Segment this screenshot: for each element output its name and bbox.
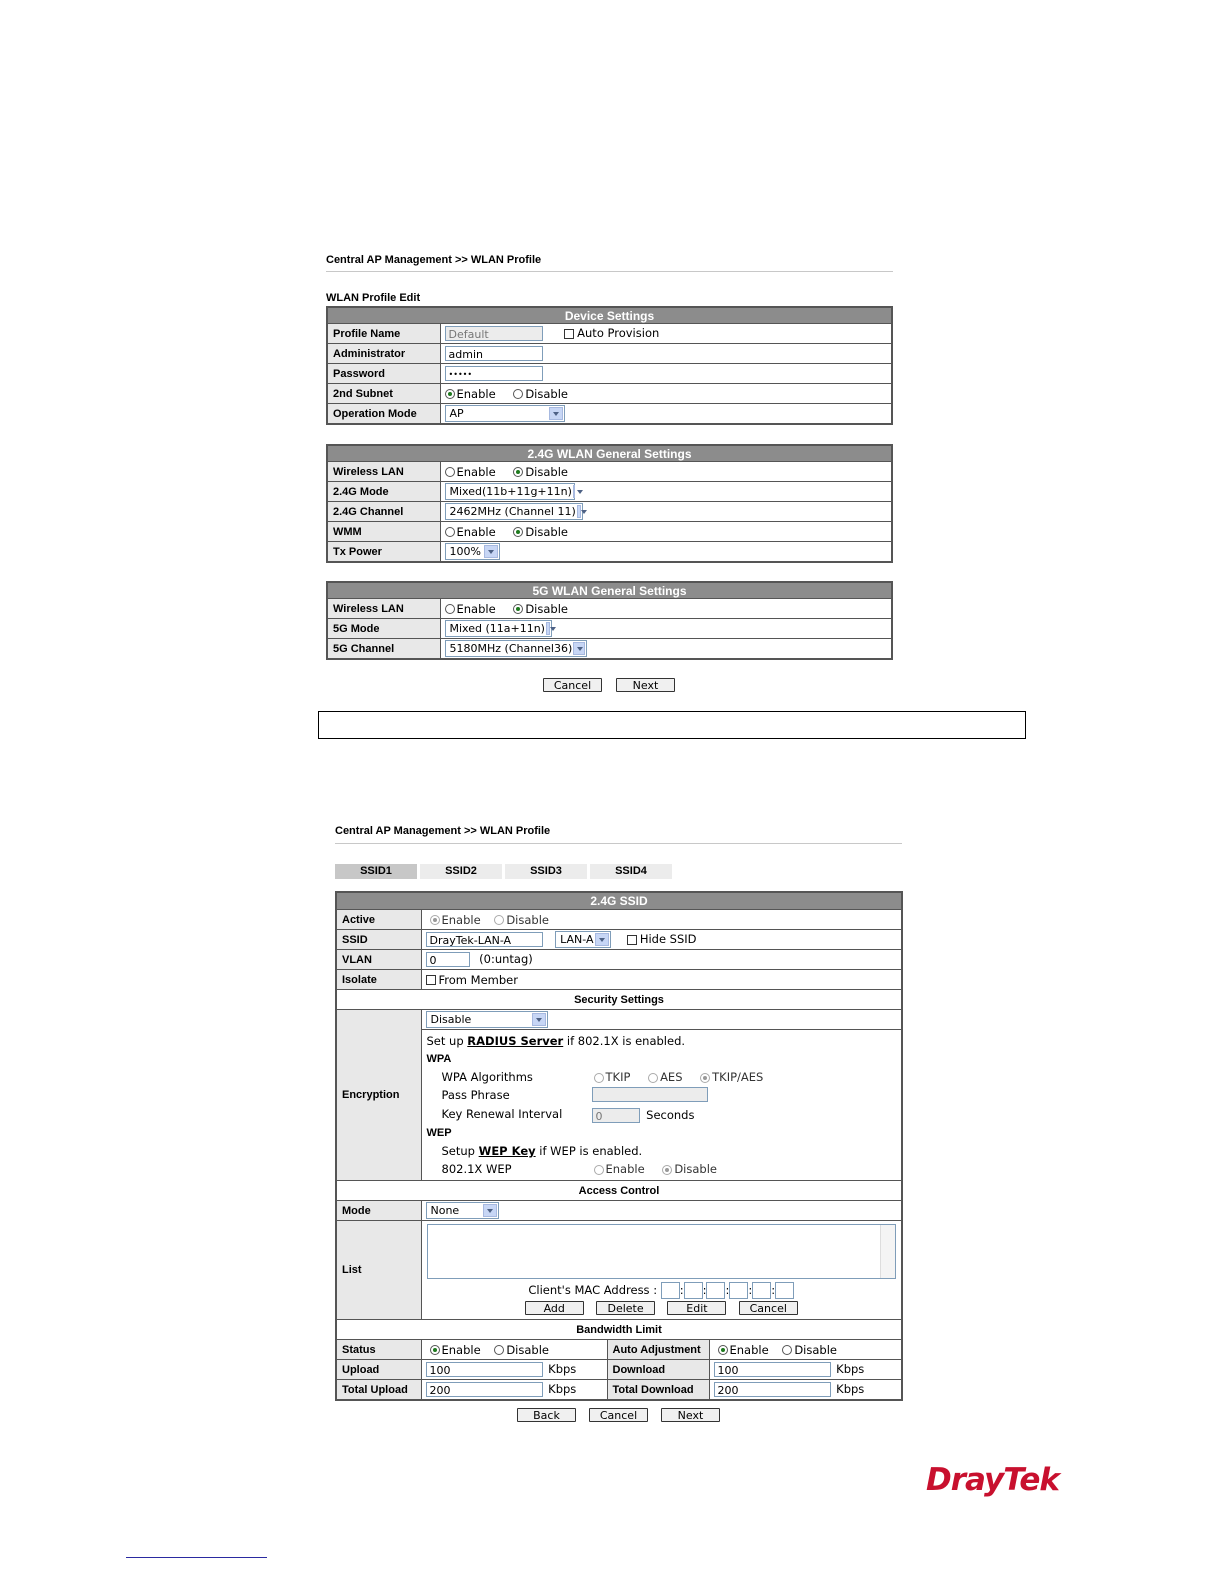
auto-provision-label: Auto Provision <box>577 326 660 340</box>
mode-5g-select[interactable] <box>445 620 552 637</box>
encryption-select[interactable] <box>426 1011 548 1028</box>
wlan24-disable-option[interactable] <box>513 465 568 479</box>
select-value: AP <box>449 407 464 420</box>
row-label: 2.4G Mode <box>327 482 440 502</box>
mac-octet-input[interactable] <box>752 1282 771 1299</box>
option-label: Disable <box>506 912 549 927</box>
row-label: 5G Mode <box>327 619 440 639</box>
option-label: Enable <box>456 386 496 401</box>
back-button[interactable]: Back <box>517 1408 576 1422</box>
profile-name-input[interactable]: Default <box>445 326 543 341</box>
row-label: Auto Adjustment <box>607 1340 709 1360</box>
chevron-down-icon[interactable] <box>573 642 584 655</box>
row-label: Password <box>327 364 440 384</box>
chevron-down-icon[interactable] <box>549 407 563 420</box>
wep-enable-option[interactable] <box>594 1162 645 1176</box>
radio-icon[interactable] <box>430 1345 440 1355</box>
radio-icon[interactable] <box>718 1345 728 1355</box>
radio-icon[interactable] <box>494 915 504 925</box>
chevron-down-icon[interactable] <box>595 933 609 946</box>
radius-server-link[interactable]: RADIUS Server <box>467 1034 564 1048</box>
select-value: 5180MHz (Channel36) <box>449 642 573 655</box>
option-label: Disable <box>525 601 568 616</box>
setup-text: Setup <box>441 1144 475 1158</box>
device-settings-table <box>326 306 893 425</box>
option-label: TKIP <box>605 1070 631 1084</box>
row-label: Status <box>336 1340 421 1360</box>
wep-8021x-label: 802.1X WEP <box>441 1162 512 1176</box>
option-label: From Member <box>438 972 518 987</box>
row-label: Upload <box>336 1360 421 1380</box>
security-settings-heading: Security Settings <box>336 990 902 1010</box>
row-label: List <box>336 1221 421 1320</box>
option-label: Disable <box>794 1342 837 1357</box>
mac-octet-input[interactable] <box>706 1282 725 1299</box>
subnet-disable-option[interactable] <box>513 387 568 401</box>
cancel-button[interactable]: Cancel <box>589 1408 648 1422</box>
tab-ssid1[interactable]: SSID1 <box>335 864 417 879</box>
seconds-label: Seconds <box>646 1108 695 1122</box>
option-label: Hide SSID <box>639 932 697 946</box>
key-renewal-input[interactable]: 0 <box>592 1108 640 1123</box>
row-label: 2.4G Channel <box>327 502 440 522</box>
footer-rule <box>126 1557 267 1558</box>
upload-input[interactable]: 100 <box>426 1362 543 1377</box>
next-button[interactable]: Next <box>616 678 675 692</box>
tkip-aes-option[interactable] <box>700 1070 763 1084</box>
mac-octet-input[interactable] <box>661 1282 680 1299</box>
row-label: Isolate <box>336 970 421 990</box>
pass-phrase-input[interactable] <box>592 1087 708 1102</box>
list-cancel-button[interactable]: Cancel <box>739 1301 798 1315</box>
select-value: LAN-A <box>560 933 594 946</box>
option-label: Enable <box>441 912 481 927</box>
next-button[interactable]: Next <box>661 1408 720 1422</box>
unit-label: Kbps <box>548 1382 577 1396</box>
operation-mode-select[interactable] <box>445 405 565 422</box>
wlan24-enable-option[interactable] <box>445 465 496 479</box>
mac-octet-input[interactable] <box>729 1282 748 1299</box>
mac-octet-input[interactable] <box>684 1282 703 1299</box>
auto-provision-option[interactable] <box>564 326 659 340</box>
option-label: Enable <box>441 1342 481 1357</box>
password-input[interactable]: ••••• <box>445 366 543 381</box>
unit-label: Kbps <box>548 1362 577 1376</box>
radio-icon[interactable] <box>662 1165 672 1175</box>
auto-adjust-enable-option[interactable] <box>718 1343 769 1357</box>
vlan-hint: (0:untag) <box>479 952 533 966</box>
radio-icon[interactable] <box>513 604 523 614</box>
row-label: Mode <box>336 1201 421 1221</box>
encryption-cell <box>421 1010 902 1181</box>
from-member-checkbox[interactable] <box>426 975 436 985</box>
access-control-heading: Access Control <box>336 1181 902 1201</box>
setup-text: if 802.1X is enabled. <box>566 1034 686 1048</box>
select-value: None <box>430 1204 460 1217</box>
row-label: Tx Power <box>327 542 440 563</box>
unit-label: Kbps <box>836 1362 865 1376</box>
ssid-settings-table <box>335 891 903 1401</box>
channel-24g-select[interactable] <box>445 503 583 520</box>
tkip-option[interactable] <box>594 1070 631 1084</box>
radio-icon[interactable] <box>445 527 455 537</box>
bw-status-disable-option[interactable] <box>494 1343 549 1357</box>
wpa-algorithms-label: WPA Algorithms <box>441 1070 533 1084</box>
option-label: Enable <box>456 464 496 479</box>
radio-icon[interactable] <box>594 1073 604 1083</box>
row-label: Operation Mode <box>327 404 440 425</box>
mac-list-box[interactable] <box>427 1224 897 1279</box>
wmm-enable-option[interactable] <box>445 525 496 539</box>
option-label: Enable <box>456 524 496 539</box>
select-value: Mixed(11b+11g+11n) <box>449 485 572 498</box>
option-label: Disable <box>525 386 568 401</box>
option-label: Disable <box>506 1342 549 1357</box>
auto-provision-checkbox[interactable] <box>564 329 574 339</box>
tab-ssid4[interactable]: SSID4 <box>590 864 672 879</box>
active-enable-option[interactable] <box>430 913 481 927</box>
wmm-disable-option[interactable] <box>513 525 568 539</box>
draytek-logo: DrayTek <box>926 1462 1059 1498</box>
wlan5-enable-option[interactable] <box>445 602 496 616</box>
row-label: Encryption <box>336 1010 421 1181</box>
radio-icon[interactable] <box>445 467 455 477</box>
option-label: TKIP/AES <box>712 1070 764 1084</box>
unit-label: Kbps <box>836 1382 865 1396</box>
select-value: Mixed (11a+11n) <box>449 622 545 635</box>
add-button[interactable]: Add <box>525 1301 584 1315</box>
select-value: 2462MHz (Channel 11) <box>449 505 576 518</box>
option-label: AES <box>660 1070 683 1084</box>
ssid-input[interactable]: DrayTek-LAN-A <box>426 932 543 947</box>
row-label: Active <box>336 910 421 930</box>
table-title: 2.4G SSID <box>336 892 902 910</box>
divider <box>335 843 902 844</box>
wlan5-disable-option[interactable] <box>513 602 568 616</box>
tab-ssid2[interactable]: SSID2 <box>420 864 502 879</box>
vlan-input[interactable]: 0 <box>426 952 470 967</box>
total-download-input[interactable]: 200 <box>714 1382 831 1397</box>
bandwidth-limit-heading: Bandwidth Limit <box>336 1320 902 1340</box>
wep-heading: WEP <box>426 1127 452 1139</box>
wpa-heading: WPA <box>426 1053 452 1065</box>
administrator-input[interactable]: admin <box>445 346 543 361</box>
breadcrumb: Central AP Management >> WLAN Profile <box>335 825 551 837</box>
download-input[interactable]: 100 <box>714 1362 831 1377</box>
option-label: Enable <box>456 601 496 616</box>
active-disable-option[interactable] <box>494 913 549 927</box>
subnet-enable-option[interactable] <box>445 387 496 401</box>
table-title: 5G WLAN General Settings <box>327 582 892 599</box>
channel-5g-select[interactable] <box>445 640 587 657</box>
wlan-5g-settings-table <box>326 581 893 660</box>
row-label: Total Download <box>607 1380 709 1401</box>
select-value: Disable <box>430 1013 472 1026</box>
wlan-24g-settings-table <box>326 444 893 563</box>
aes-option[interactable] <box>648 1070 682 1084</box>
row-label: VLAN <box>336 950 421 970</box>
setup-text: if WEP is enabled. <box>539 1144 643 1158</box>
list-cell: Client's MAC Address : : : : : : Add Delete Edit Cancel <box>421 1221 902 1320</box>
delete-button[interactable]: Delete <box>596 1301 655 1315</box>
key-renewal-label: Key Renewal Interval <box>441 1107 563 1121</box>
option-label: Disable <box>525 524 568 539</box>
wep-disable-option[interactable] <box>662 1162 717 1176</box>
table-title: 2.4G WLAN General Settings <box>327 445 892 462</box>
radio-icon[interactable] <box>594 1165 604 1175</box>
option-label: Enable <box>605 1162 645 1176</box>
radio-icon[interactable] <box>700 1073 710 1083</box>
mac-address-label: Client's MAC Address : <box>528 1283 658 1297</box>
total-upload-input[interactable]: 200 <box>426 1382 543 1397</box>
row-label: Wireless LAN <box>327 462 440 482</box>
row-label: WMM <box>327 522 440 542</box>
radio-icon[interactable] <box>494 1345 504 1355</box>
radio-icon[interactable] <box>513 467 523 477</box>
caption-box <box>318 711 1026 739</box>
from-member-option[interactable] <box>426 973 518 987</box>
edit-button[interactable]: Edit <box>667 1301 726 1315</box>
lan-select[interactable] <box>555 931 611 948</box>
radio-icon[interactable] <box>782 1345 792 1355</box>
bw-status-enable-option[interactable] <box>430 1343 481 1357</box>
row-label: 5G Channel <box>327 639 440 660</box>
cancel-button[interactable]: Cancel <box>543 678 602 692</box>
radio-icon[interactable] <box>445 604 455 614</box>
pass-phrase-label: Pass Phrase <box>441 1088 510 1102</box>
chevron-down-icon[interactable] <box>546 622 550 635</box>
hide-ssid-option[interactable] <box>627 932 697 946</box>
hide-ssid-checkbox[interactable] <box>627 935 637 945</box>
ssid-tabs <box>335 863 672 879</box>
chevron-down-icon[interactable] <box>532 1013 546 1026</box>
option-label: Disable <box>674 1162 717 1176</box>
row-label: Wireless LAN <box>327 599 440 619</box>
section-title: WLAN Profile Edit <box>326 292 421 304</box>
wep-key-link[interactable]: WEP Key <box>478 1144 536 1158</box>
scrollbar[interactable] <box>880 1225 895 1278</box>
tx-power-select[interactable] <box>445 543 500 560</box>
divider <box>326 271 893 272</box>
auto-adjust-disable-option[interactable] <box>782 1343 837 1357</box>
mac-octet-input[interactable] <box>775 1282 794 1299</box>
radio-icon[interactable] <box>513 527 523 537</box>
row-label: Total Upload <box>336 1380 421 1401</box>
setup-text: Set up <box>426 1034 464 1048</box>
radio-icon[interactable] <box>445 389 455 399</box>
chevron-down-icon[interactable] <box>573 485 575 498</box>
table-title: Device Settings <box>327 307 892 324</box>
option-label: Disable <box>525 464 568 479</box>
mode-24g-select[interactable] <box>445 483 575 500</box>
radio-icon[interactable] <box>430 915 440 925</box>
radio-icon[interactable] <box>648 1073 658 1083</box>
chevron-down-icon[interactable] <box>484 545 498 558</box>
radio-icon[interactable] <box>513 389 523 399</box>
row-label: Administrator <box>327 344 440 364</box>
select-value: 100% <box>449 545 481 558</box>
tab-ssid3[interactable]: SSID3 <box>505 864 587 879</box>
row-label: Profile Name <box>327 324 440 344</box>
chevron-down-icon[interactable] <box>577 505 581 518</box>
row-label: SSID <box>336 930 421 950</box>
chevron-down-icon[interactable] <box>483 1204 497 1217</box>
row-label: Download <box>607 1360 709 1380</box>
row-label: 2nd Subnet <box>327 384 440 404</box>
access-mode-select[interactable] <box>426 1202 499 1219</box>
breadcrumb: Central AP Management >> WLAN Profile <box>326 254 542 266</box>
option-label: Enable <box>729 1342 769 1357</box>
